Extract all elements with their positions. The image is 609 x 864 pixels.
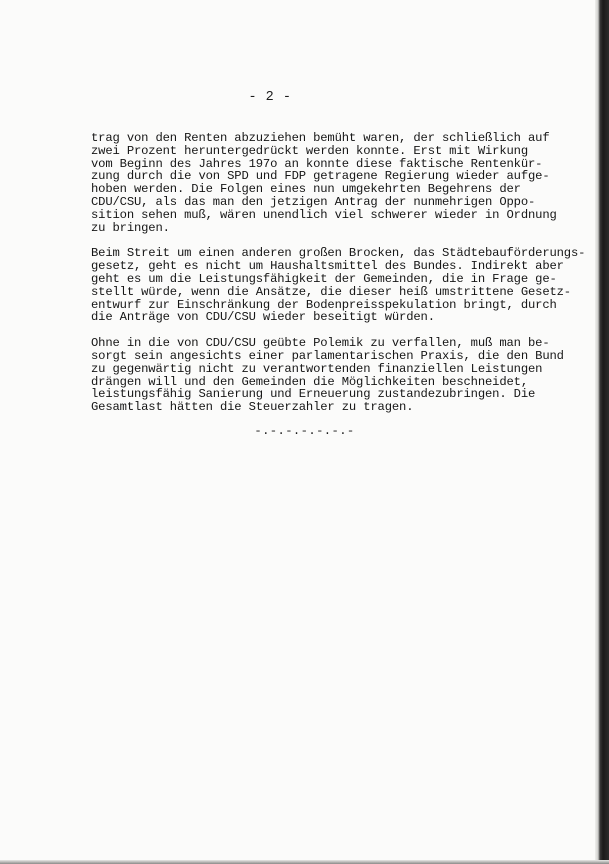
paragraph-3 (91, 337, 571, 414)
text-line: geht es um die Leistungsfähigkeit der Gemeinden, die in Frage ge- (91, 271, 557, 286)
scan-edge-bottom (0, 860, 609, 864)
text-line: trag von den Renten abzuziehen bemüht waren, der schließlich auf (91, 131, 550, 145)
text-line: drängen will und den Gemeinden die Möglichkeiten beschneidet, (91, 374, 528, 389)
text-line: entwurf zur Einschränkung der Bodenpreisspekulation bringt, durch (91, 297, 557, 312)
text-line: Ohne in die von CDU/CSU geübte Polemik zu verfallen, muß man be- (91, 336, 550, 351)
body-text (91, 131, 586, 427)
text-line: zu bringen. (91, 220, 170, 235)
text-line: vom Beginn des Jahres 197o an konnte diese faktische Rentenkür- (91, 156, 543, 171)
text-line: Gesamtlast hätten die Steuerzahler zu tragen. (91, 400, 414, 415)
page-number: - 2 - (248, 90, 292, 105)
end-separator: -.-.-.-.-.-.- (254, 424, 355, 438)
paragraph-1 (91, 132, 571, 234)
text-line: stellt würde, wenn die Ansätze, die dieser heiß umstrittene Gesetz- (91, 284, 571, 299)
text-line: zu gegenwärtig nicht zu verantwortenden finanziellen Leistungen (91, 361, 543, 376)
paragraph-2 (91, 246, 586, 325)
text-line: leistungsfähig Sanierung und Erneuerung zustandezubringen. Die (91, 387, 536, 402)
text-line: zung durch die von SPD und FDP getragene Regierung wieder aufge- (91, 169, 550, 184)
text-line: CDU/CSU, als das man den jetzigen Antrag der nunmehrigen Oppo- (91, 194, 536, 209)
text-line: hoben werden. Die Folgen eines nun umgekehrten Begehrens der (91, 182, 521, 197)
text-line: die Anträge von CDU/CSU wieder beseitigt würden. (91, 310, 435, 325)
text-line: sorgt sein angesichts einer parlamentarischen Praxis, die den Bund (91, 348, 564, 363)
text-line: sition sehen muß, wären unendlich viel schwerer wieder in Ordnung (91, 207, 557, 222)
text-line: Beim Streit um einen anderen großen Brocken, das Städtebauförderungs- (91, 246, 586, 261)
text-line: gesetz, geht es nicht um Haushaltsmittel des Bundes. Indirekt aber (91, 259, 564, 274)
text-line: zwei Prozent heruntergedrückt werden konnte. Erst mit Wirkung (91, 143, 528, 158)
